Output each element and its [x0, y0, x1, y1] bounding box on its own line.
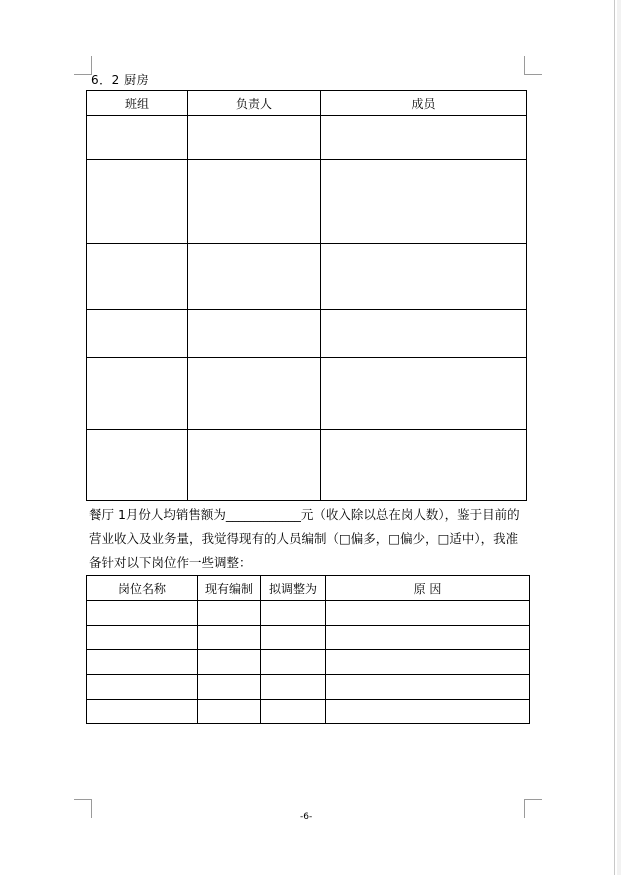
cell-reason[interactable] [326, 675, 530, 700]
cell-position[interactable] [87, 601, 198, 626]
cell-leader[interactable] [188, 358, 321, 430]
table-row [87, 601, 530, 626]
cell-leader[interactable] [188, 160, 321, 244]
cell-current-staffing[interactable] [198, 675, 261, 700]
cell-leader[interactable] [188, 430, 321, 501]
table-row [87, 358, 527, 430]
cell-proposed[interactable] [261, 601, 326, 626]
cell-reason[interactable] [326, 626, 530, 650]
table-header-row [87, 91, 527, 116]
cell-members[interactable] [321, 244, 527, 310]
cell-members[interactable] [321, 116, 527, 160]
column-header-current-staffing: 现有编制 [198, 576, 261, 601]
cell-members[interactable] [321, 358, 527, 430]
table-header-row [87, 576, 530, 601]
cell-leader[interactable] [188, 116, 321, 160]
column-header-members: 成员 [321, 91, 527, 116]
paragraph-line-1: 餐厅 1月份人均销售额为____________元（收入除以总在岗人数），鉴于目前的 [89, 507, 520, 522]
cell-proposed[interactable] [261, 650, 326, 675]
cell-position[interactable] [87, 626, 198, 650]
cell-current-staffing[interactable] [198, 700, 261, 724]
column-header-position: 岗位名称 [87, 576, 198, 601]
cell-proposed[interactable] [261, 626, 326, 650]
cell-position[interactable] [87, 650, 198, 675]
cell-members[interactable] [321, 160, 527, 244]
cell-proposed[interactable] [261, 675, 326, 700]
cell-team[interactable] [87, 244, 188, 310]
column-header-proposed: 拟调整为 [261, 576, 326, 601]
table-row [87, 160, 527, 244]
column-header-team: 班组 [87, 91, 188, 116]
paragraph-line-3: 备针对以下岗位作一些调整： [89, 555, 252, 570]
cell-leader[interactable] [188, 244, 321, 310]
column-header-reason: 原 因 [326, 576, 530, 601]
kitchen-staff-table [86, 90, 527, 501]
page-edge-shadow [617, 0, 621, 875]
cell-current-staffing[interactable] [198, 601, 261, 626]
cell-team[interactable] [87, 116, 188, 160]
table-row [87, 626, 530, 650]
cell-members[interactable] [321, 310, 527, 358]
cell-position[interactable] [87, 675, 198, 700]
table-row [87, 116, 527, 160]
page-number: -6- [300, 812, 313, 822]
cell-reason[interactable] [326, 700, 530, 724]
cell-team[interactable] [87, 358, 188, 430]
cell-reason[interactable] [326, 601, 530, 626]
table-row [87, 675, 530, 700]
cell-members[interactable] [321, 430, 527, 501]
column-header-leader: 负责人 [188, 91, 321, 116]
paragraph-line-2: 营业收入及业务量，我觉得现有的人员编制（□偏多，□偏少，□适中），我准 [89, 531, 519, 546]
cell-position[interactable] [87, 700, 198, 724]
table-row [87, 310, 527, 358]
table-row [87, 244, 527, 310]
cell-team[interactable] [87, 430, 188, 501]
table-row [87, 430, 527, 501]
cell-proposed[interactable] [261, 700, 326, 724]
section-title: 6．2 厨房 [91, 73, 150, 87]
position-adjustment-table [86, 575, 530, 724]
cell-team[interactable] [87, 160, 188, 244]
page-edge-line [614, 0, 615, 875]
cell-current-staffing[interactable] [198, 626, 261, 650]
table-row [87, 700, 530, 724]
cell-reason[interactable] [326, 650, 530, 675]
table-row [87, 650, 530, 675]
cell-team[interactable] [87, 310, 188, 358]
cell-leader[interactable] [188, 310, 321, 358]
cell-current-staffing[interactable] [198, 650, 261, 675]
